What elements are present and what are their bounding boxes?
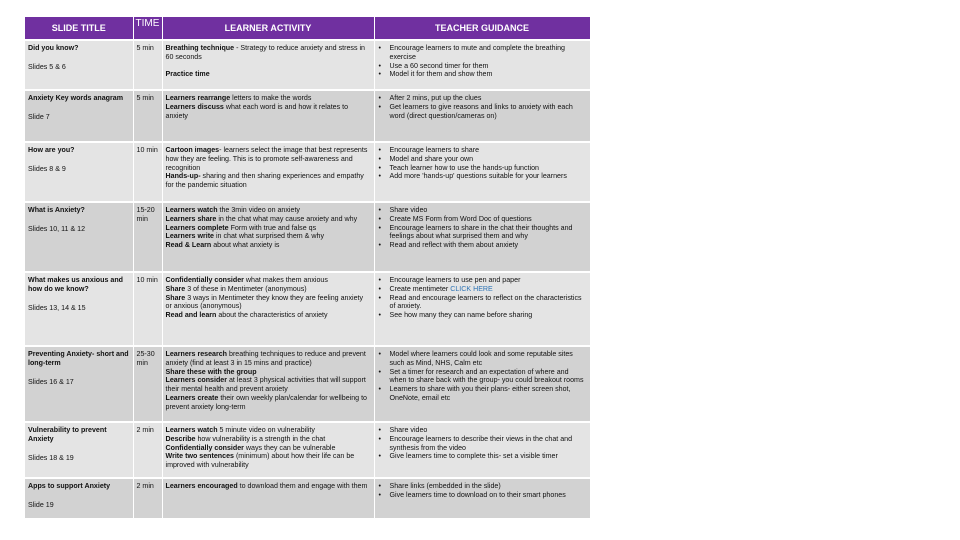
guidance-item — [390, 294, 587, 312]
activity-line — [166, 452, 371, 470]
table-row — [25, 478, 590, 518]
guidance-text: Encourage learners to share in the chat their thoughts and feelings about what surprised them and why — [389, 223, 573, 241]
activity-line — [166, 215, 371, 224]
cell-teacher-guidance — [374, 90, 590, 142]
activity-text: what each word is and how it relates to anxiety — [165, 102, 349, 120]
guidance-list — [378, 146, 587, 181]
guidance-item — [390, 146, 587, 155]
activity-text: their own weekly plan/calendar for wellbeing to prevent anxiety long-term — [165, 393, 368, 411]
guidance-text: Read and encourage learners to reflect on the characteristics of anxiety. — [389, 293, 582, 311]
guidance-item — [390, 155, 587, 164]
cell-learner-activity — [162, 346, 374, 422]
header-slide-title: SLIDE TITLE — [25, 17, 133, 40]
cell-time: 5 min — [133, 40, 162, 90]
guidance-item — [390, 491, 587, 500]
activity-keyword: Learners share — [165, 214, 217, 223]
cell-slide-title — [25, 478, 133, 518]
guidance-item — [390, 368, 587, 386]
guidance-text: Model it for them and show them — [389, 70, 493, 79]
guidance-item — [390, 350, 587, 368]
activity-text: 5 minute video on vulnerability — [217, 426, 315, 434]
header-row — [25, 17, 590, 40]
guidance-text: Set a timer for research and an expectation of where and when to share back with the group- you could breakout rooms — [389, 367, 584, 385]
guidance-text: Give learners time to download on to their smart phones — [389, 490, 566, 499]
guidance-item — [390, 482, 587, 491]
table-row — [25, 142, 590, 202]
cell-time: 2 min — [133, 478, 162, 518]
guidance-list — [378, 44, 587, 79]
activity-line — [166, 276, 371, 285]
guidance-item — [390, 241, 587, 250]
activity-line — [166, 94, 371, 103]
activity-keyword: Learners watch — [165, 426, 218, 434]
activity-keyword: Learners encouraged — [165, 482, 238, 490]
guidance-text: Encourage learners to use pen and paper — [389, 276, 521, 284]
guidance-text: Create mentimeter — [389, 284, 451, 293]
guidance-text: After 2 mins, put up the clues — [389, 94, 482, 102]
activity-line — [166, 482, 371, 491]
guidance-text: Share video — [389, 426, 428, 434]
cell-slide-title — [25, 142, 133, 202]
activity-keyword: Learners rearrange — [165, 94, 231, 102]
activity-line — [166, 426, 371, 435]
guidance-text: Encourage learners to mute and complete the breathing exercise — [389, 44, 565, 61]
table-row — [25, 346, 590, 422]
activity-line — [166, 285, 371, 294]
session-title: What is Anxiety? — [28, 206, 85, 214]
activity-line — [166, 70, 371, 79]
guidance-item — [390, 215, 587, 224]
cell-time: 15-20 min — [133, 202, 162, 272]
session-slides: Slide 19 — [28, 500, 54, 509]
cell-time: 2 min — [133, 422, 162, 478]
cell-time: 25-30 min — [133, 346, 162, 422]
guidance-text: See how many they can name before sharing — [389, 311, 533, 320]
guidance-item — [390, 70, 587, 79]
activity-line — [166, 444, 371, 453]
activity-text: at least 3 physical activities that will support their mental health and prevent anxiety — [165, 376, 366, 394]
cell-teacher-guidance — [374, 142, 590, 202]
cell-teacher-guidance — [374, 40, 590, 90]
guidance-text: Add more 'hands-up' questions suitable for your learners — [389, 172, 567, 181]
activity-text: in the chat what may cause anxiety and why — [216, 214, 358, 223]
guidance-text: Model where learners could look and some reputable sites such as Mind, NHS, Calm etc — [389, 350, 573, 367]
guidance-list — [378, 94, 587, 120]
session-title: Apps to support Anxiety — [28, 482, 111, 490]
cell-teacher-guidance — [374, 202, 590, 272]
activity-text: (minimum) about how their life can be improved with vulnerability — [165, 452, 355, 470]
activity-keyword: Learners research — [165, 350, 228, 358]
guidance-text: Teach learner how to use the hands-up function — [389, 163, 539, 172]
activity-keyword: Cartoon images — [165, 146, 220, 154]
guidance-text: Create MS Form from Word Doc of questions — [389, 214, 532, 223]
cell-teacher-guidance — [374, 346, 590, 422]
activity-keyword: Share — [165, 284, 186, 293]
activity-keyword: Learners watch — [165, 206, 218, 214]
activity-line — [166, 103, 371, 121]
guidance-text: Learners to share with you their plans- either screen shot, OneNote, email etc — [389, 385, 571, 402]
activity-keyword: Confidentially consider — [165, 443, 244, 452]
session-title: Preventing Anxiety- short and long-term — [28, 350, 129, 367]
cell-learner-activity — [162, 142, 374, 202]
guidance-item — [390, 276, 587, 285]
session-title: How are you? — [28, 146, 75, 154]
guidance-text: Encourage learners to share — [389, 146, 480, 154]
activity-text: how vulnerability is a strength in the chat — [195, 434, 326, 443]
guidance-list — [378, 206, 587, 250]
activity-line — [166, 146, 371, 172]
cell-slide-title — [25, 272, 133, 346]
guidance-text: Model and share your own — [389, 154, 474, 163]
activity-line — [166, 294, 371, 312]
activity-line — [166, 232, 371, 241]
guidance-list — [378, 350, 587, 403]
lesson-plan-table — [25, 17, 591, 518]
guidance-text: Get learners to give reasons and links to anxiety with each word (direct question/cameras on) — [389, 102, 573, 120]
activity-line — [166, 311, 371, 320]
guidance-item — [390, 452, 587, 461]
cell-time: 5 min — [133, 90, 162, 142]
cell-slide-title — [25, 346, 133, 422]
guidance-text: Share video — [389, 206, 428, 214]
guidance-list — [378, 276, 587, 320]
session-slides: Slides 13, 14 & 15 — [28, 303, 86, 312]
session-slides: Slide 7 — [28, 112, 50, 121]
cell-learner-activity — [162, 478, 374, 518]
table-row — [25, 202, 590, 272]
cell-teacher-guidance — [374, 478, 590, 518]
header-learner-activity: LEARNER ACTIVITY — [162, 17, 374, 40]
activity-keyword: Learners write — [165, 232, 214, 241]
spacer — [166, 62, 371, 70]
activity-keyword: Read and learn — [165, 311, 217, 320]
activity-line — [166, 44, 371, 62]
activity-line — [166, 376, 371, 394]
guidance-item — [390, 311, 587, 320]
header-teacher-guidance: TEACHER GUIDANCE — [374, 17, 590, 40]
activity-text: - Strategy to reduce anxiety and stress in 60 seconds — [165, 44, 365, 61]
activity-keyword: Describe — [165, 434, 196, 443]
activity-text: in chat what surprised them & why — [214, 232, 325, 241]
activity-keyword: Share — [165, 293, 186, 302]
cell-slide-title — [25, 202, 133, 272]
cell-teacher-guidance — [374, 272, 590, 346]
activity-text: about the characteristics of anxiety — [216, 311, 328, 320]
guidance-item — [390, 62, 587, 71]
cell-time: 10 min — [133, 142, 162, 202]
session-title: Vulnerability to prevent Anxiety — [28, 426, 107, 443]
session-slides: Slides 18 & 19 — [28, 453, 74, 462]
guidance-text: Share links (embedded in the slide) — [389, 482, 501, 490]
table-row — [25, 272, 590, 346]
mentimeter-link[interactable]: CLICK HERE — [450, 284, 493, 293]
session-title: What makes us anxious and how do we know? — [28, 276, 124, 293]
guidance-item — [390, 164, 587, 173]
guidance-item — [390, 94, 587, 103]
activity-text: about what anxiety is — [211, 241, 280, 250]
activity-keyword: Practice time — [165, 69, 210, 78]
activity-text: sharing and then sharing experiences and empathy for the pandemic situation — [165, 172, 364, 190]
cell-learner-activity — [162, 90, 374, 142]
guidance-item — [390, 426, 587, 435]
activity-text: 3 of these in Mentimeter (anonymous) — [185, 284, 307, 293]
activity-text: Form with true and false qs — [228, 223, 317, 232]
cell-learner-activity — [162, 422, 374, 478]
guidance-item — [390, 44, 587, 62]
activity-text: the 3min video on anxiety — [217, 206, 300, 214]
activity-keyword: Learners create — [165, 393, 219, 402]
session-title: Anxiety Key words anagram — [28, 94, 124, 102]
guidance-text: Use a 60 second timer for them — [389, 61, 489, 70]
guidance-item — [390, 435, 587, 453]
header-time: TIME — [133, 17, 162, 40]
activity-text: ways they can be vulnerable — [243, 443, 336, 452]
activity-line — [166, 206, 371, 215]
cell-slide-title — [25, 40, 133, 90]
activity-line — [166, 350, 371, 368]
activity-line — [166, 224, 371, 233]
activity-keyword: Confidentially consider — [165, 276, 244, 284]
activity-keyword: Learners discuss — [165, 102, 224, 111]
activity-line — [166, 172, 371, 190]
activity-line — [166, 394, 371, 412]
table-body — [25, 40, 590, 518]
activity-line — [166, 435, 371, 444]
guidance-text: Give learners time to complete this- set a visible timer — [389, 452, 558, 461]
activity-keyword: Breathing technique — [165, 44, 235, 52]
activity-text: what makes them anxious — [243, 276, 328, 284]
cell-slide-title — [25, 422, 133, 478]
table-row — [25, 90, 590, 142]
guidance-item — [390, 385, 587, 403]
activity-text: letters to make the words — [230, 94, 312, 102]
guidance-list — [378, 482, 587, 500]
cell-slide-title — [25, 90, 133, 142]
activity-text: to download them and engage with them — [237, 482, 368, 490]
guidance-item — [390, 206, 587, 215]
activity-keyword: Learners complete — [165, 223, 229, 232]
table-row — [25, 40, 590, 90]
cell-teacher-guidance — [374, 422, 590, 478]
guidance-item — [390, 285, 587, 294]
activity-text: - learners select the image that best represents how they are feeling. This is to promote self-awareness and recognition — [165, 146, 368, 172]
session-slides: Slides 8 & 9 — [28, 164, 66, 173]
session-title: Did you know? — [28, 44, 79, 52]
cell-time: 10 min — [133, 272, 162, 346]
activity-text: breathing techniques to reduce and prevent anxiety (find at least 3 in 15 mins and practice) — [165, 350, 366, 367]
session-slides: Slides 10, 11 & 12 — [28, 224, 86, 233]
guidance-item — [390, 172, 587, 181]
activity-keyword: Share these with the group — [165, 367, 257, 376]
activity-keyword: Learners consider — [165, 376, 228, 385]
table-row — [25, 422, 590, 478]
guidance-list — [378, 426, 587, 461]
session-slides: Slides 5 & 6 — [28, 62, 66, 71]
guidance-text: Encourage learners to describe their views in the chat and synthesis from the video — [389, 434, 573, 452]
cell-learner-activity — [162, 40, 374, 90]
guidance-text: Read and reflect with them about anxiety — [389, 241, 519, 250]
activity-keyword: Hands-up- — [165, 172, 201, 181]
activity-keyword: Write two sentences — [165, 452, 234, 461]
cell-learner-activity — [162, 202, 374, 272]
activity-keyword: Read & Learn — [165, 241, 212, 250]
cell-learner-activity — [162, 272, 374, 346]
activity-line — [166, 368, 371, 377]
activity-line — [166, 241, 371, 250]
session-slides: Slides 16 & 17 — [28, 377, 74, 386]
guidance-item — [390, 224, 587, 242]
guidance-item — [390, 103, 587, 121]
activity-text: 3 ways in Mentimeter they know they are feeling anxiety or anxious (anonymous) — [165, 293, 364, 311]
